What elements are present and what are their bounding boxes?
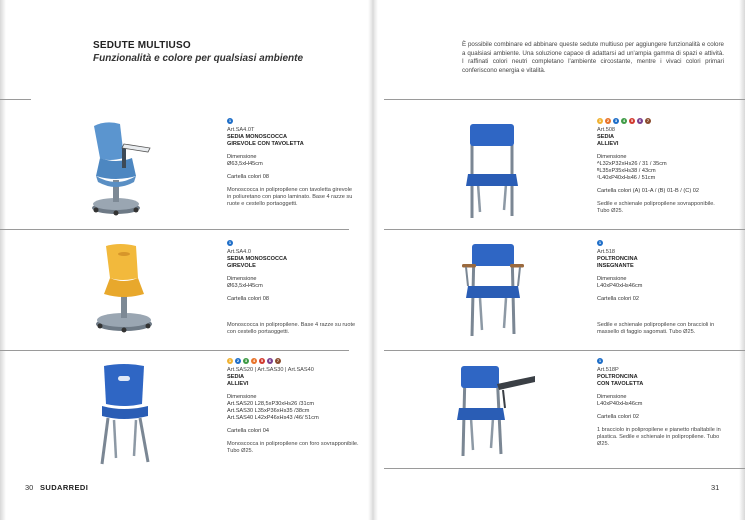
divider bbox=[384, 229, 745, 230]
article-code: Art.508 bbox=[597, 127, 616, 133]
dimension-label: Dimensione bbox=[227, 394, 257, 400]
color-badge: 5 bbox=[260, 358, 264, 363]
product-info-sa40t bbox=[227, 118, 357, 208]
color-badge: 1 bbox=[228, 118, 232, 123]
dimension-label: Dimensione bbox=[227, 154, 257, 160]
dimension-value: L40xP40xHs46cm bbox=[597, 401, 643, 407]
product-name-line2: GIREVOLE bbox=[227, 263, 256, 269]
color-palette: Cartella colori 02 bbox=[597, 414, 639, 420]
color-badge: 3 bbox=[244, 358, 248, 363]
color-palette: Cartella colori (A) 01-A / (B) 01-B / (C) 02 bbox=[597, 188, 699, 194]
product-name-line2: CON TAVOLETTA bbox=[597, 381, 644, 387]
dimension-value: ᴮL35xP35xHs38 / 43cm bbox=[597, 168, 656, 174]
product-description: Monoscocca in polipropilene con foro sovrapponibile. Tubo Ø25. bbox=[227, 441, 359, 454]
dimension-value: Ø63,5xH45cm bbox=[227, 283, 263, 289]
section-title: SEDUTE MULTIUSO bbox=[93, 40, 191, 51]
divider bbox=[384, 468, 745, 469]
product-info-518 bbox=[597, 240, 727, 336]
product-info-sas bbox=[227, 358, 362, 455]
brand-name: SUDARREDI bbox=[40, 483, 89, 492]
swivel-chair-image bbox=[92, 242, 158, 334]
color-palette: Cartella colori 04 bbox=[227, 428, 269, 434]
dimension-label: Dimensione bbox=[597, 394, 627, 400]
dimension-value: Art.SAS20 L28,5xP30xHs26 /31cm bbox=[227, 401, 315, 407]
color-badge: 1 bbox=[228, 358, 232, 363]
dimension-value: Ø63,5xH45cm bbox=[227, 161, 263, 167]
product-name-line1: SEDIA bbox=[597, 134, 615, 140]
color-badge: 6 bbox=[268, 358, 272, 363]
color-badges bbox=[227, 240, 357, 246]
divider bbox=[0, 350, 349, 351]
product-name-line2: ALLIEVI bbox=[597, 141, 619, 147]
product-name-line1: SEDIA MONOSCOCCA bbox=[227, 256, 288, 262]
color-badge: 2 bbox=[236, 358, 240, 363]
article-code: Art.SA4.0T bbox=[227, 127, 255, 133]
dimension-value: ᴬL32xP32xHs26 / 31 / 35cm bbox=[597, 161, 667, 167]
article-code: Art.SA4.0 bbox=[227, 249, 251, 255]
dimension-value: Art.SAS30 L35xP36xHs35 /38cm bbox=[227, 408, 310, 414]
padded-student-chair-image bbox=[462, 118, 522, 222]
product-info-518p bbox=[597, 358, 727, 448]
article-code: Art.518P bbox=[597, 367, 619, 373]
color-badge: 7 bbox=[276, 358, 280, 363]
product-name-line2: INSEGNANTE bbox=[597, 263, 634, 269]
dimension-label: Dimensione bbox=[597, 276, 627, 282]
color-palette: Cartella colori 02 bbox=[597, 296, 639, 302]
divider bbox=[0, 229, 349, 230]
product-name-line1: POLTRONCINA bbox=[597, 256, 638, 262]
color-badge: 1 bbox=[598, 240, 602, 245]
left-page-edge bbox=[0, 0, 6, 520]
color-badge: 4 bbox=[252, 358, 256, 363]
dimension-label: Dimensione bbox=[597, 154, 627, 160]
dimension-value: Art.SAS40 L42xP46xHs43 /46/ 51cm bbox=[227, 415, 319, 421]
color-palette: Cartella colori 08 bbox=[227, 296, 269, 302]
right-page-edge bbox=[739, 0, 745, 520]
color-badges bbox=[597, 240, 727, 246]
color-badge: 3 bbox=[614, 118, 618, 123]
color-badge: 7 bbox=[646, 118, 650, 123]
product-name-line2: ALLIEVI bbox=[227, 381, 249, 387]
teacher-armchair-image bbox=[460, 240, 526, 340]
color-badge: 1 bbox=[228, 240, 232, 245]
dimension-label: Dimensione bbox=[227, 276, 257, 282]
color-badges bbox=[227, 358, 362, 364]
product-description: Sedile e schienale polipropilene con braccioli in massello di faggio sagomati. Tubo Ø25. bbox=[597, 322, 715, 335]
swivel-chair-with-tablet-image bbox=[86, 118, 156, 218]
section-subtitle: Funzionalità e colore per qualsiasi ambiente bbox=[93, 53, 304, 64]
article-code: Art.SAS20 | Art.SAS30 | Art.SAS40 bbox=[227, 367, 314, 373]
product-name-line1: SEDIA MONOSCOCCA bbox=[227, 134, 288, 140]
color-badge: 1 bbox=[598, 358, 602, 363]
dimension-value: ᶜL40xP40xHs46 / 51cm bbox=[597, 175, 656, 181]
book-spine bbox=[368, 0, 378, 520]
dimension-value: L40xP40xHs46cm bbox=[597, 283, 643, 289]
color-badge: 1 bbox=[598, 118, 602, 123]
armchair-with-tablet-image bbox=[453, 362, 537, 460]
intro-paragraph: È possibile combinare ed abbinare queste sedute multiuso per aggiungere funzionalità e colore a qualsiasi ambiente. Una soluzione capace di adattarsi ad un'ampia gamma di spazi e attività. I raffinati colori neutri completano l'ambiente circostante, mentre i vivaci colori primari conferiscono energia e vitalità. bbox=[462, 41, 724, 74]
color-palette: Cartella colori 08 bbox=[227, 174, 269, 180]
right-page-number: 31 bbox=[711, 483, 720, 492]
divider bbox=[0, 99, 31, 100]
product-description: Monoscocca in polipropilene. Base 4 razze su ruote con cestello portaoggetti. bbox=[227, 322, 356, 335]
product-name-line1: POLTRONCINA bbox=[597, 374, 638, 380]
product-info-508 bbox=[597, 118, 727, 215]
color-badges bbox=[227, 118, 357, 124]
product-description: 1 bracciolo in polipropilene e pianetto ribaltabile in plastica. Sedile e schienale in polipropilene. Tubo Ø25. bbox=[597, 427, 721, 447]
color-badge: 2 bbox=[606, 118, 610, 123]
color-badges bbox=[597, 358, 727, 364]
product-info-sa40 bbox=[227, 240, 357, 336]
section-heading bbox=[93, 40, 303, 64]
color-badge: 4 bbox=[622, 118, 626, 123]
product-name-line2: GIREVOLE CON TAVOLETTA bbox=[227, 141, 304, 147]
student-chair-image bbox=[94, 362, 156, 466]
left-page-number: 30 bbox=[25, 483, 34, 492]
divider bbox=[384, 99, 745, 100]
color-badge: 5 bbox=[630, 118, 634, 123]
product-description: Monoscocca in polipropilene con tavoletta girevole in poliuretano con piano laminato. Base 4 razze su ruote e cestello portaoggetti. bbox=[227, 187, 353, 207]
divider bbox=[384, 350, 745, 351]
color-badge: 6 bbox=[638, 118, 642, 123]
color-badges bbox=[597, 118, 727, 124]
product-name-line1: SEDIA bbox=[227, 374, 245, 380]
product-description: Sedile e schienale polipropilene sovrapponibile. Tubo Ø25. bbox=[597, 201, 715, 214]
article-code: Art.518 bbox=[597, 249, 616, 255]
